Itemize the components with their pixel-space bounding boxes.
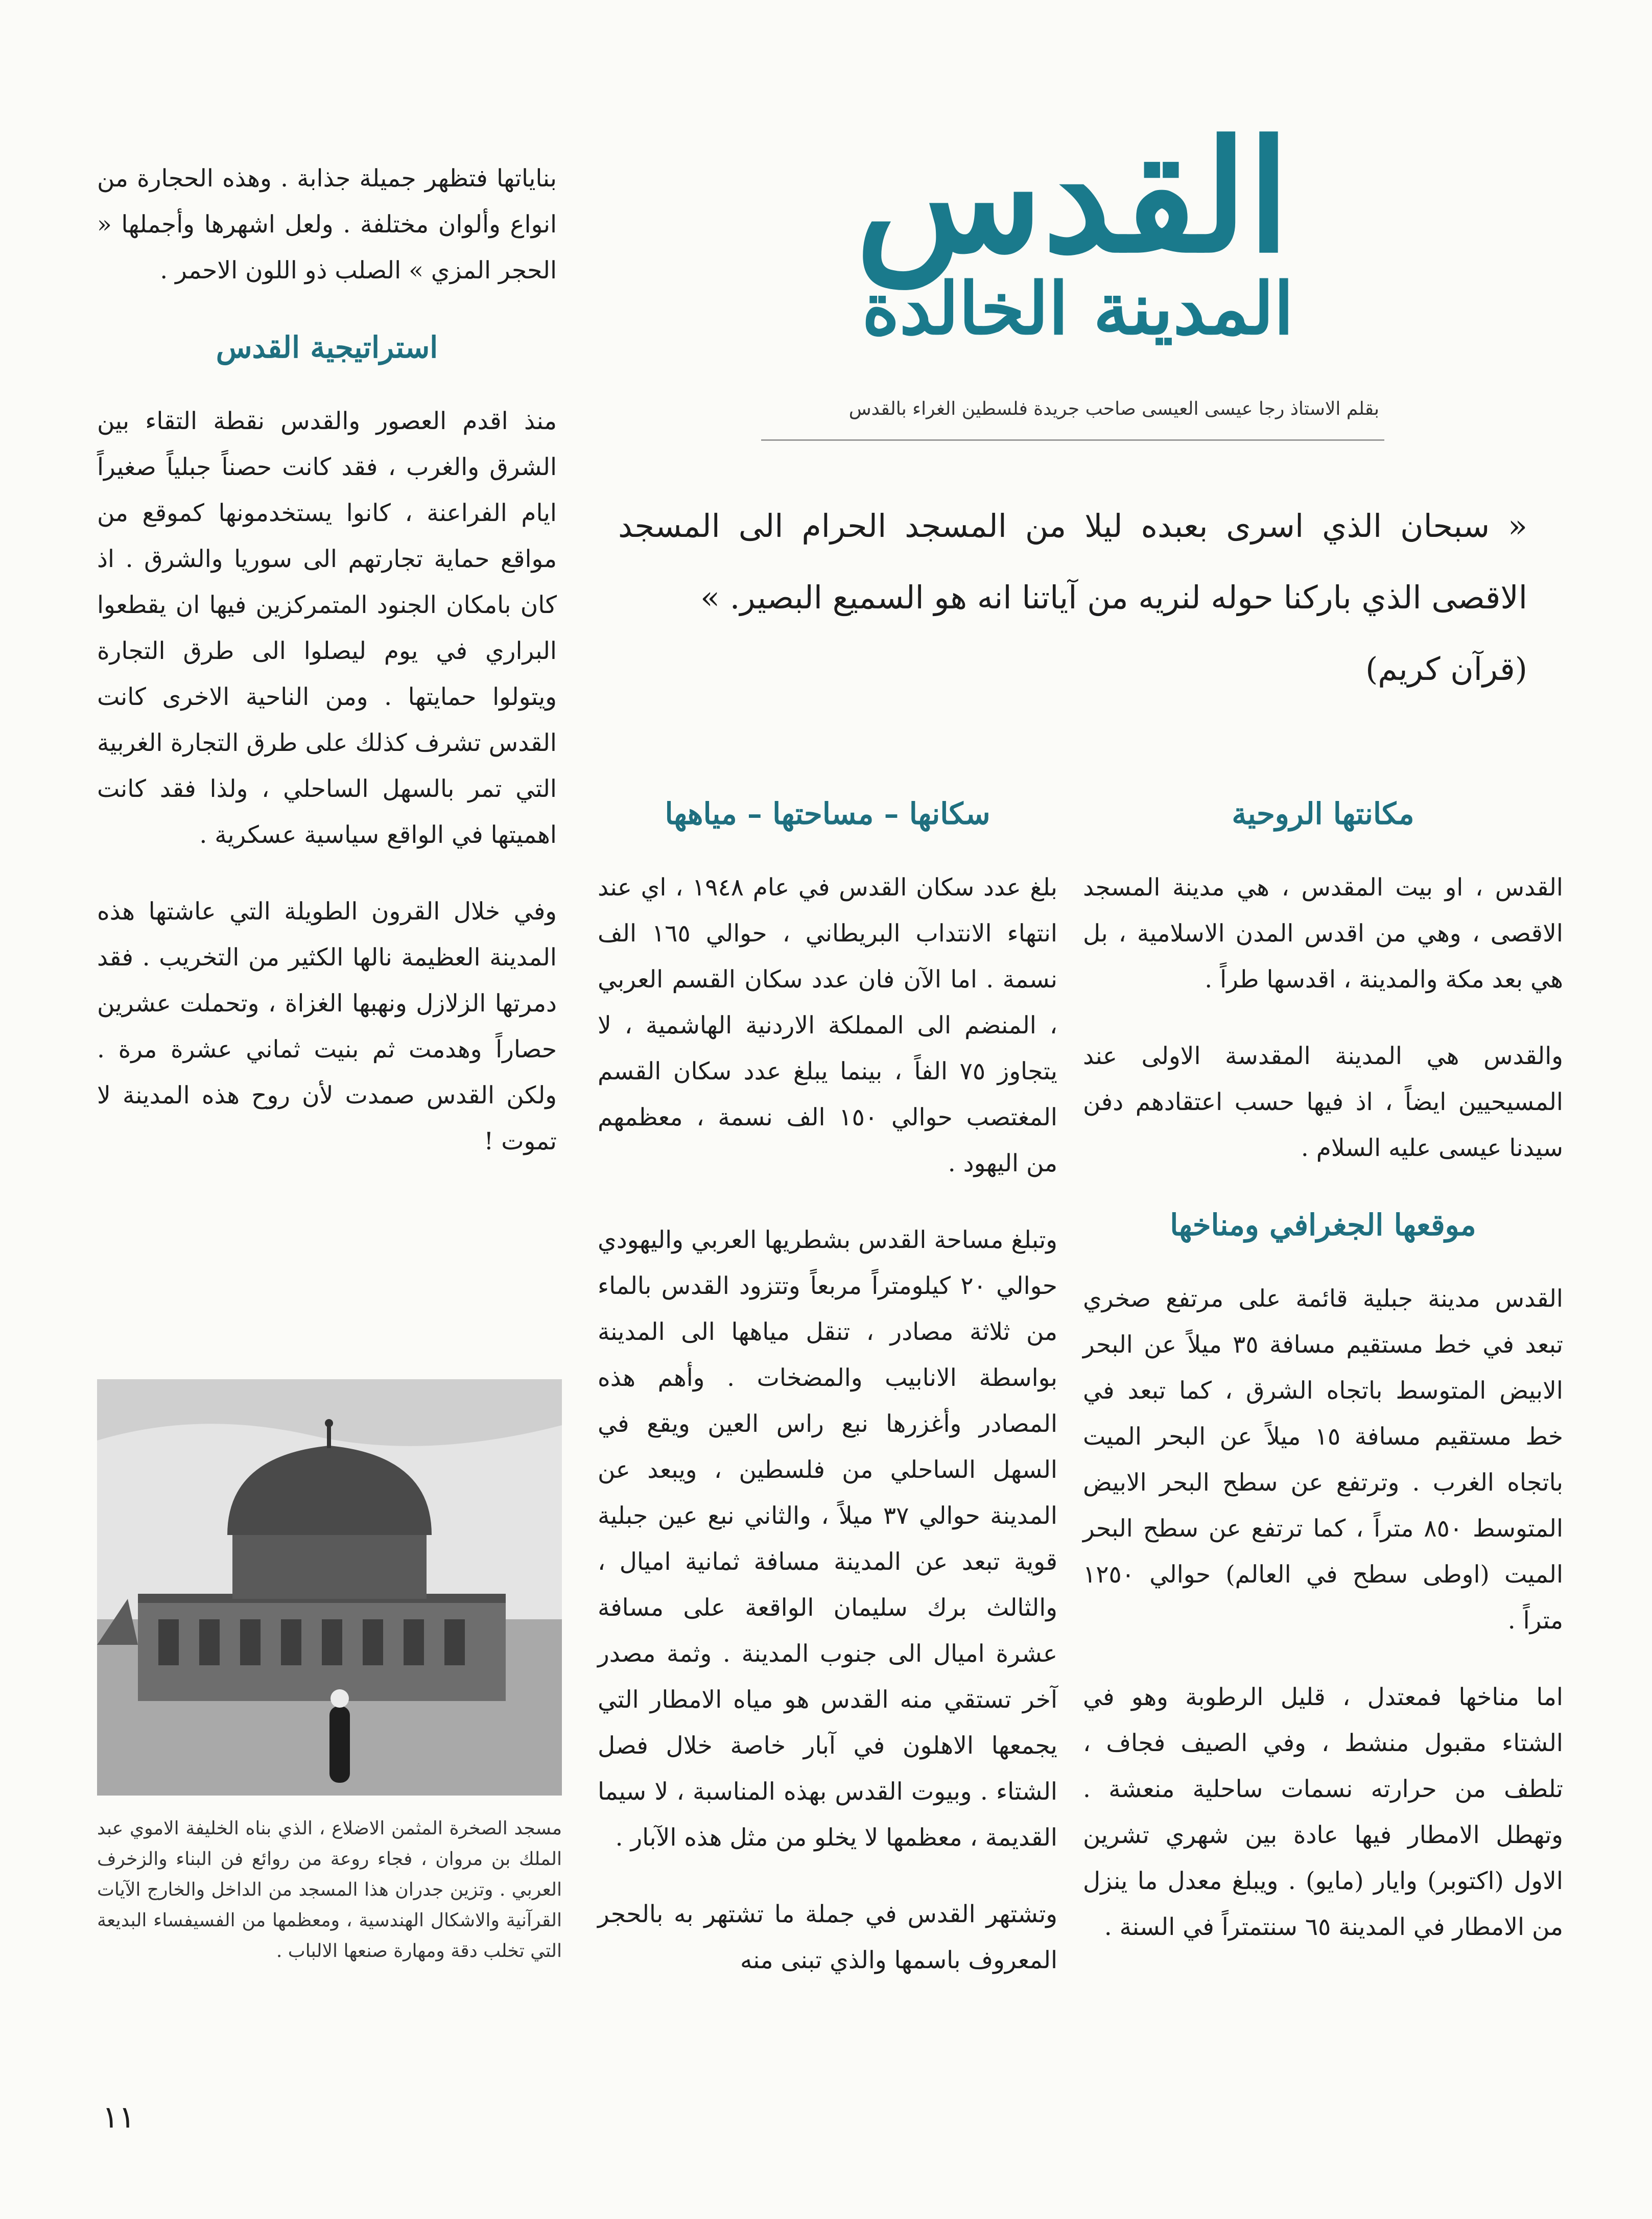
middle-column bbox=[598, 770, 1057, 2014]
paragraph: القدس مدينة جبلية قائمة على مرتفع صخري تبعد في خط مستقيم مسافة ٣٥ ميلاً عن البحر الابيض المتوسط باتجاه الشرق ، كما تبعد في خط مستقيم مسافة ١٥ ميلاً عن البحر الميت باتجاه الغرب . وترتفع عن سطح البحر الابيض المتوسط ٨٥٠ متراً ، كما ترتفع عن سطح البحر الميت (اوطى سطح في العالم) حوالي ١٢٥٠ متراً . bbox=[1083, 1285, 1563, 1635]
paragraph: منذ اقدم العصور والقدس نقطة التقاء بين الشرق والغرب ، فقد كانت حصناً جبلياً صغيراً ايام الفراعنة ، كانوا يستخدمونها كموقع من مواقع حماية تجارتهم الى سوريا والشرق . اذ كان بامكان الجنود المتمركزين فيها ان يقطعوا البراري في يوم ليصلوا الى طرق التجارة ويتولوا حمايتها . ومن الناحية الاخرى كانت القدس تشرف كذلك على طرق التجارة الغربية التي تمر بالسهل الساحلي ، ولذا فقد كانت اهميتها في الواقع سياسية عسكرية . bbox=[97, 407, 557, 849]
paragraph: وتبلغ مساحة القدس بشطريها العربي واليهودي حوالي ٢٠ كيلومتراً مربعاً وتتزود القدس بالماء من ثلاثة مصادر ، تنقل مياهها الى المدينة بواسطة الانابيب والمضخات . وأهم هذه المصادر وأغزرها نبع راس العين ويقع في السهل الساحلي من فلسطين ، ويبعد عن المدينة حوالي ٣٧ ميلاً ، والثاني نبع عين جبلية قوية تبعد عن المدينة مسافة ثمانية اميال ، والثالث برك سليمان الواقعة على مسافة عشرة اميال الى جنوب المدينة . وثمة مصدر آخر تستقي منه القدس هو مياه الامطار التي يجمعها الاهلون في آبار خاصة خلال فصل الشتاء . وبيوت القدس بهذه المناسبة ، لا سيما القديمة ، معظمها لا يخلو من مثل هذه الآبار . bbox=[598, 1226, 1057, 1852]
masthead-title: القدس bbox=[855, 106, 1290, 287]
byline: بقلم الاستاذ رجا عيسى العيسى صاحب جريدة فلسطين الغراء بالقدس bbox=[848, 398, 1379, 419]
dome-of-the-rock-photo bbox=[97, 1379, 562, 1796]
right-column bbox=[1083, 770, 1563, 1981]
quran-quote bbox=[618, 490, 1527, 705]
section-heading: سكانها – مساحتها – مياهها bbox=[665, 796, 990, 831]
paragraph: بلغ عدد سكان القدس في عام ١٩٤٨ ، اي عند انتهاء الانتداب البريطاني ، حوالي ١٦٥ الف نسمة . اما الآن فان عدد سكان القسم العربي ، المنضم الى المملكة الاردنية الهاشمية ، لا يتجاوز ٧٥ الفاً ، بينما يبلغ عدد سكان القسم المغتصب حوالي ١٥٠ الف نسمة ، معظمهم من اليهود . bbox=[598, 874, 1058, 1177]
page-number: ١١ bbox=[102, 2099, 135, 2135]
quote-text: « سبحان الذي اسرى بعبده ليلا من المسجد الحرام الى المسجد الاقصى الذي باركنا حوله لنريه من آياتنا انه هو السميع البصير. » bbox=[618, 507, 1527, 616]
dome-of-the-rock-image bbox=[97, 1379, 562, 1796]
paragraph: وتشتهر القدس في جملة ما تشتهر به بالحجر المعروف باسمها والذي تبنى منه bbox=[598, 1900, 1057, 1974]
paragraph: القدس ، او بيت المقدس ، هي مدينة المسجد الاقصى ، وهي من اقدس المدن الاسلامية ، بل هي بعد مكة والمدينة ، اقدسها طراً . bbox=[1083, 874, 1563, 994]
paragraph: بناياتها فتظهر جميلة جذابة . وهذه الحجارة من انواع وألوان مختلفة . ولعل اشهرها وأجملها « الحجر المزي » الصلب ذو اللون الاحمر . bbox=[97, 164, 557, 285]
section-heading: مكانتها الروحية bbox=[1232, 796, 1414, 831]
divider bbox=[761, 439, 1384, 441]
quote-source: (قرآن كريم) bbox=[1365, 650, 1527, 688]
paragraph: وفي خلال القرون الطويلة التي عاشتها هذه المدينة العظيمة نالها الكثير من التخريب . فقد دمرتها الزلازل ونهبها الغزاة ، وتحملت عشرين حصاراً وهدمت ثم بنيت ثماني عشرة مرة . ولكن القدس صمدت لأن روح هذه المدينة لا تموت ! bbox=[97, 898, 557, 1155]
photo-caption: مسجد الصخرة المثمن الاضلاع ، الذي بناه الخليفة الاموي عبد الملك بن مروان ، فجاء روعة من روائع فن البناء والزخرف العربي . وتزين جدران هذا المسجد من الداخل والخارج الآيات القرآنية والاشكال الهندسية ، ومعظمها من الفسيفساء البديعة التي تخلب دقة ومهارة صنعها الالباب . bbox=[97, 1818, 562, 1962]
masthead-subtitle: المدينة الخالدة bbox=[862, 267, 1294, 351]
section-heading: موقعها الجغرافي ومناخها bbox=[1170, 1208, 1476, 1242]
paragraph: والقدس هي المدينة المقدسة الاولى عند المسيحيين ايضاً ، اذ فيها حسب اعتقادهم دفن سيدنا عيسى عليه السلام . bbox=[1083, 1042, 1563, 1162]
paragraph: اما مناخها فمعتدل ، قليل الرطوبة وهو في الشتاء مقبول منشط ، وفي الصيف فجاف ، تلطف من حرارته نسمات ساحلية منعشة . وتهطل الامطار فيها عادة بين شهري تشرين الاول (اكتوبر) وايار (مايو) . ويبلغ معدل ما ينزل من الامطار في المدينة ٦٥ سنتمتراً في السنة . bbox=[1083, 1683, 1563, 1941]
section-heading: استراتيجية القدس bbox=[216, 330, 438, 365]
left-column bbox=[97, 156, 557, 1195]
